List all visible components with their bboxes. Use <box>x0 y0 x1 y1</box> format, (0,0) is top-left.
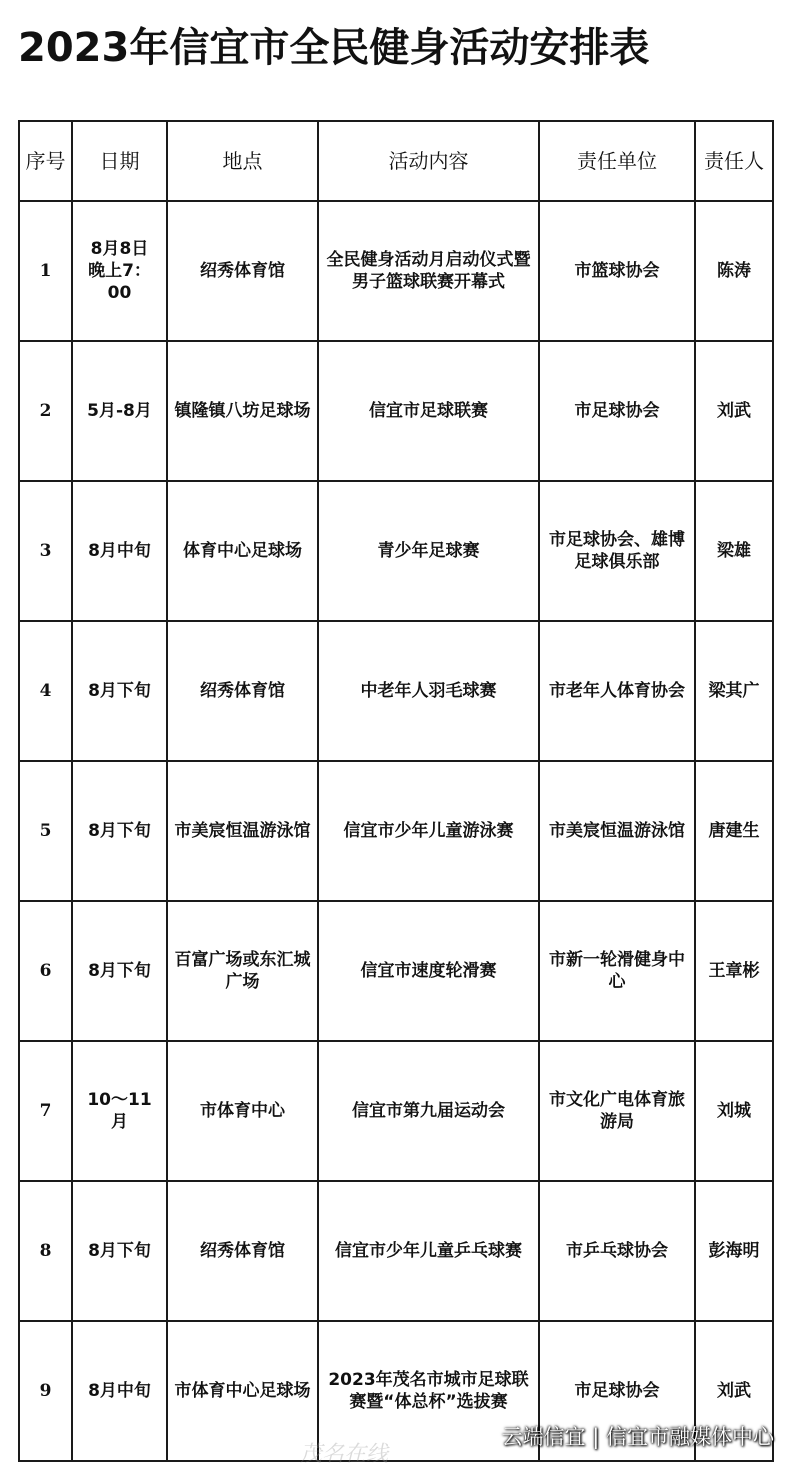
cell-unit: 市新一轮滑健身中心 <box>539 901 695 1041</box>
table-row <box>19 341 773 481</box>
cell-unit: 市文化广电体育旅游局 <box>539 1041 695 1181</box>
cell-date <box>72 761 167 901</box>
cell-seq: 8 <box>19 1181 72 1321</box>
cell-person: 刘武 <box>695 341 773 481</box>
header-location: 地点 <box>167 121 318 201</box>
header-date: 日期 <box>72 121 167 201</box>
cell-unit: 市足球协会 <box>539 341 695 481</box>
table-row <box>19 621 773 761</box>
cell-content: 信宜市足球联赛 <box>318 341 539 481</box>
cell-location: 市体育中心 <box>167 1041 318 1181</box>
cell-date <box>72 481 167 621</box>
cell-seq: 5 <box>19 761 72 901</box>
cell-date <box>72 621 167 761</box>
table-row <box>19 761 773 901</box>
cell-seq: 1 <box>19 201 72 341</box>
cell-unit: 市乒乓球协会 <box>539 1181 695 1321</box>
date-line-1: 8月下旬 <box>88 1241 151 1261</box>
table-row <box>19 901 773 1041</box>
header-row <box>19 121 773 201</box>
cell-content: 2023年茂名市城市足球联赛暨“体总杯”选拔赛 <box>318 1321 539 1461</box>
header-unit: 责任单位 <box>539 121 695 201</box>
table-row <box>19 1041 773 1181</box>
table-row <box>19 481 773 621</box>
date-line-1: 8月下旬 <box>88 821 151 841</box>
cell-person: 刘城 <box>695 1041 773 1181</box>
cell-seq: 6 <box>19 901 72 1041</box>
cell-date <box>72 1041 167 1181</box>
cell-location: 绍秀体育馆 <box>167 201 318 341</box>
schedule-table <box>18 120 774 1462</box>
date-line-1: 10～11月 <box>87 1090 152 1132</box>
cell-content: 信宜市速度轮滑赛 <box>318 901 539 1041</box>
cell-content: 全民健身活动月启动仪式暨男子篮球联赛开幕式 <box>318 201 539 341</box>
cell-seq: 3 <box>19 481 72 621</box>
date-line-1: 8月8日 <box>90 239 149 259</box>
cell-person: 彭海明 <box>695 1181 773 1321</box>
page-title: 2023年信宜市全民健身活动安排表 <box>18 25 650 71</box>
date-line-1: 5月-8月 <box>87 401 152 421</box>
cell-person: 陈涛 <box>695 201 773 341</box>
cell-location: 市美宸恒温游泳馆 <box>167 761 318 901</box>
cell-location: 体育中心足球场 <box>167 481 318 621</box>
cell-person: 梁雄 <box>695 481 773 621</box>
cell-date <box>72 341 167 481</box>
cell-content: 信宜市少年儿童游泳赛 <box>318 761 539 901</box>
date-line-1: 8月下旬 <box>88 681 151 701</box>
cell-location: 绍秀体育馆 <box>167 621 318 761</box>
cell-person: 刘武 <box>695 1321 773 1461</box>
date-line-1: 8月中旬 <box>88 1381 151 1401</box>
cell-location: 绍秀体育馆 <box>167 1181 318 1321</box>
date-line-1: 8月下旬 <box>88 961 151 981</box>
cell-date <box>72 1181 167 1321</box>
cell-location: 市体育中心足球场 <box>167 1321 318 1461</box>
cell-person: 唐建生 <box>695 761 773 901</box>
cell-content: 青少年足球赛 <box>318 481 539 621</box>
cell-date <box>72 201 167 341</box>
cell-person: 梁其广 <box>695 621 773 761</box>
cell-person: 王章彬 <box>695 901 773 1041</box>
cell-seq: 7 <box>19 1041 72 1181</box>
cell-content: 信宜市第九届运动会 <box>318 1041 539 1181</box>
cell-unit: 市足球协会 <box>539 1321 695 1461</box>
cell-location: 镇隆镇八坊足球场 <box>167 341 318 481</box>
watermark-logo: 茂名在线 <box>300 1442 389 1467</box>
table-row <box>19 201 773 341</box>
cell-date <box>72 901 167 1041</box>
cell-content: 中老年人羽毛球赛 <box>318 621 539 761</box>
cell-seq: 2 <box>19 341 72 481</box>
cell-seq: 4 <box>19 621 72 761</box>
cell-unit: 市足球协会、雄博足球俱乐部 <box>539 481 695 621</box>
header-content: 活动内容 <box>318 121 539 201</box>
cell-unit: 市篮球协会 <box>539 201 695 341</box>
cell-content: 信宜市少年儿童乒乓球赛 <box>318 1181 539 1321</box>
header-seq: 序号 <box>19 121 72 201</box>
cell-unit: 市美宸恒温游泳馆 <box>539 761 695 901</box>
cell-location: 百富广场或东汇城广场 <box>167 901 318 1041</box>
date-line-1: 8月中旬 <box>88 541 151 561</box>
footer-caption: 云端信宜 | 信宜市融媒体中心 <box>501 1425 774 1449</box>
cell-date <box>72 1321 167 1461</box>
cell-seq: 9 <box>19 1321 72 1461</box>
cell-unit: 市老年人体育协会 <box>539 621 695 761</box>
table-row <box>19 1181 773 1321</box>
date-line-2: 晚上7：00 <box>88 261 151 303</box>
header-person: 责任人 <box>695 121 773 201</box>
